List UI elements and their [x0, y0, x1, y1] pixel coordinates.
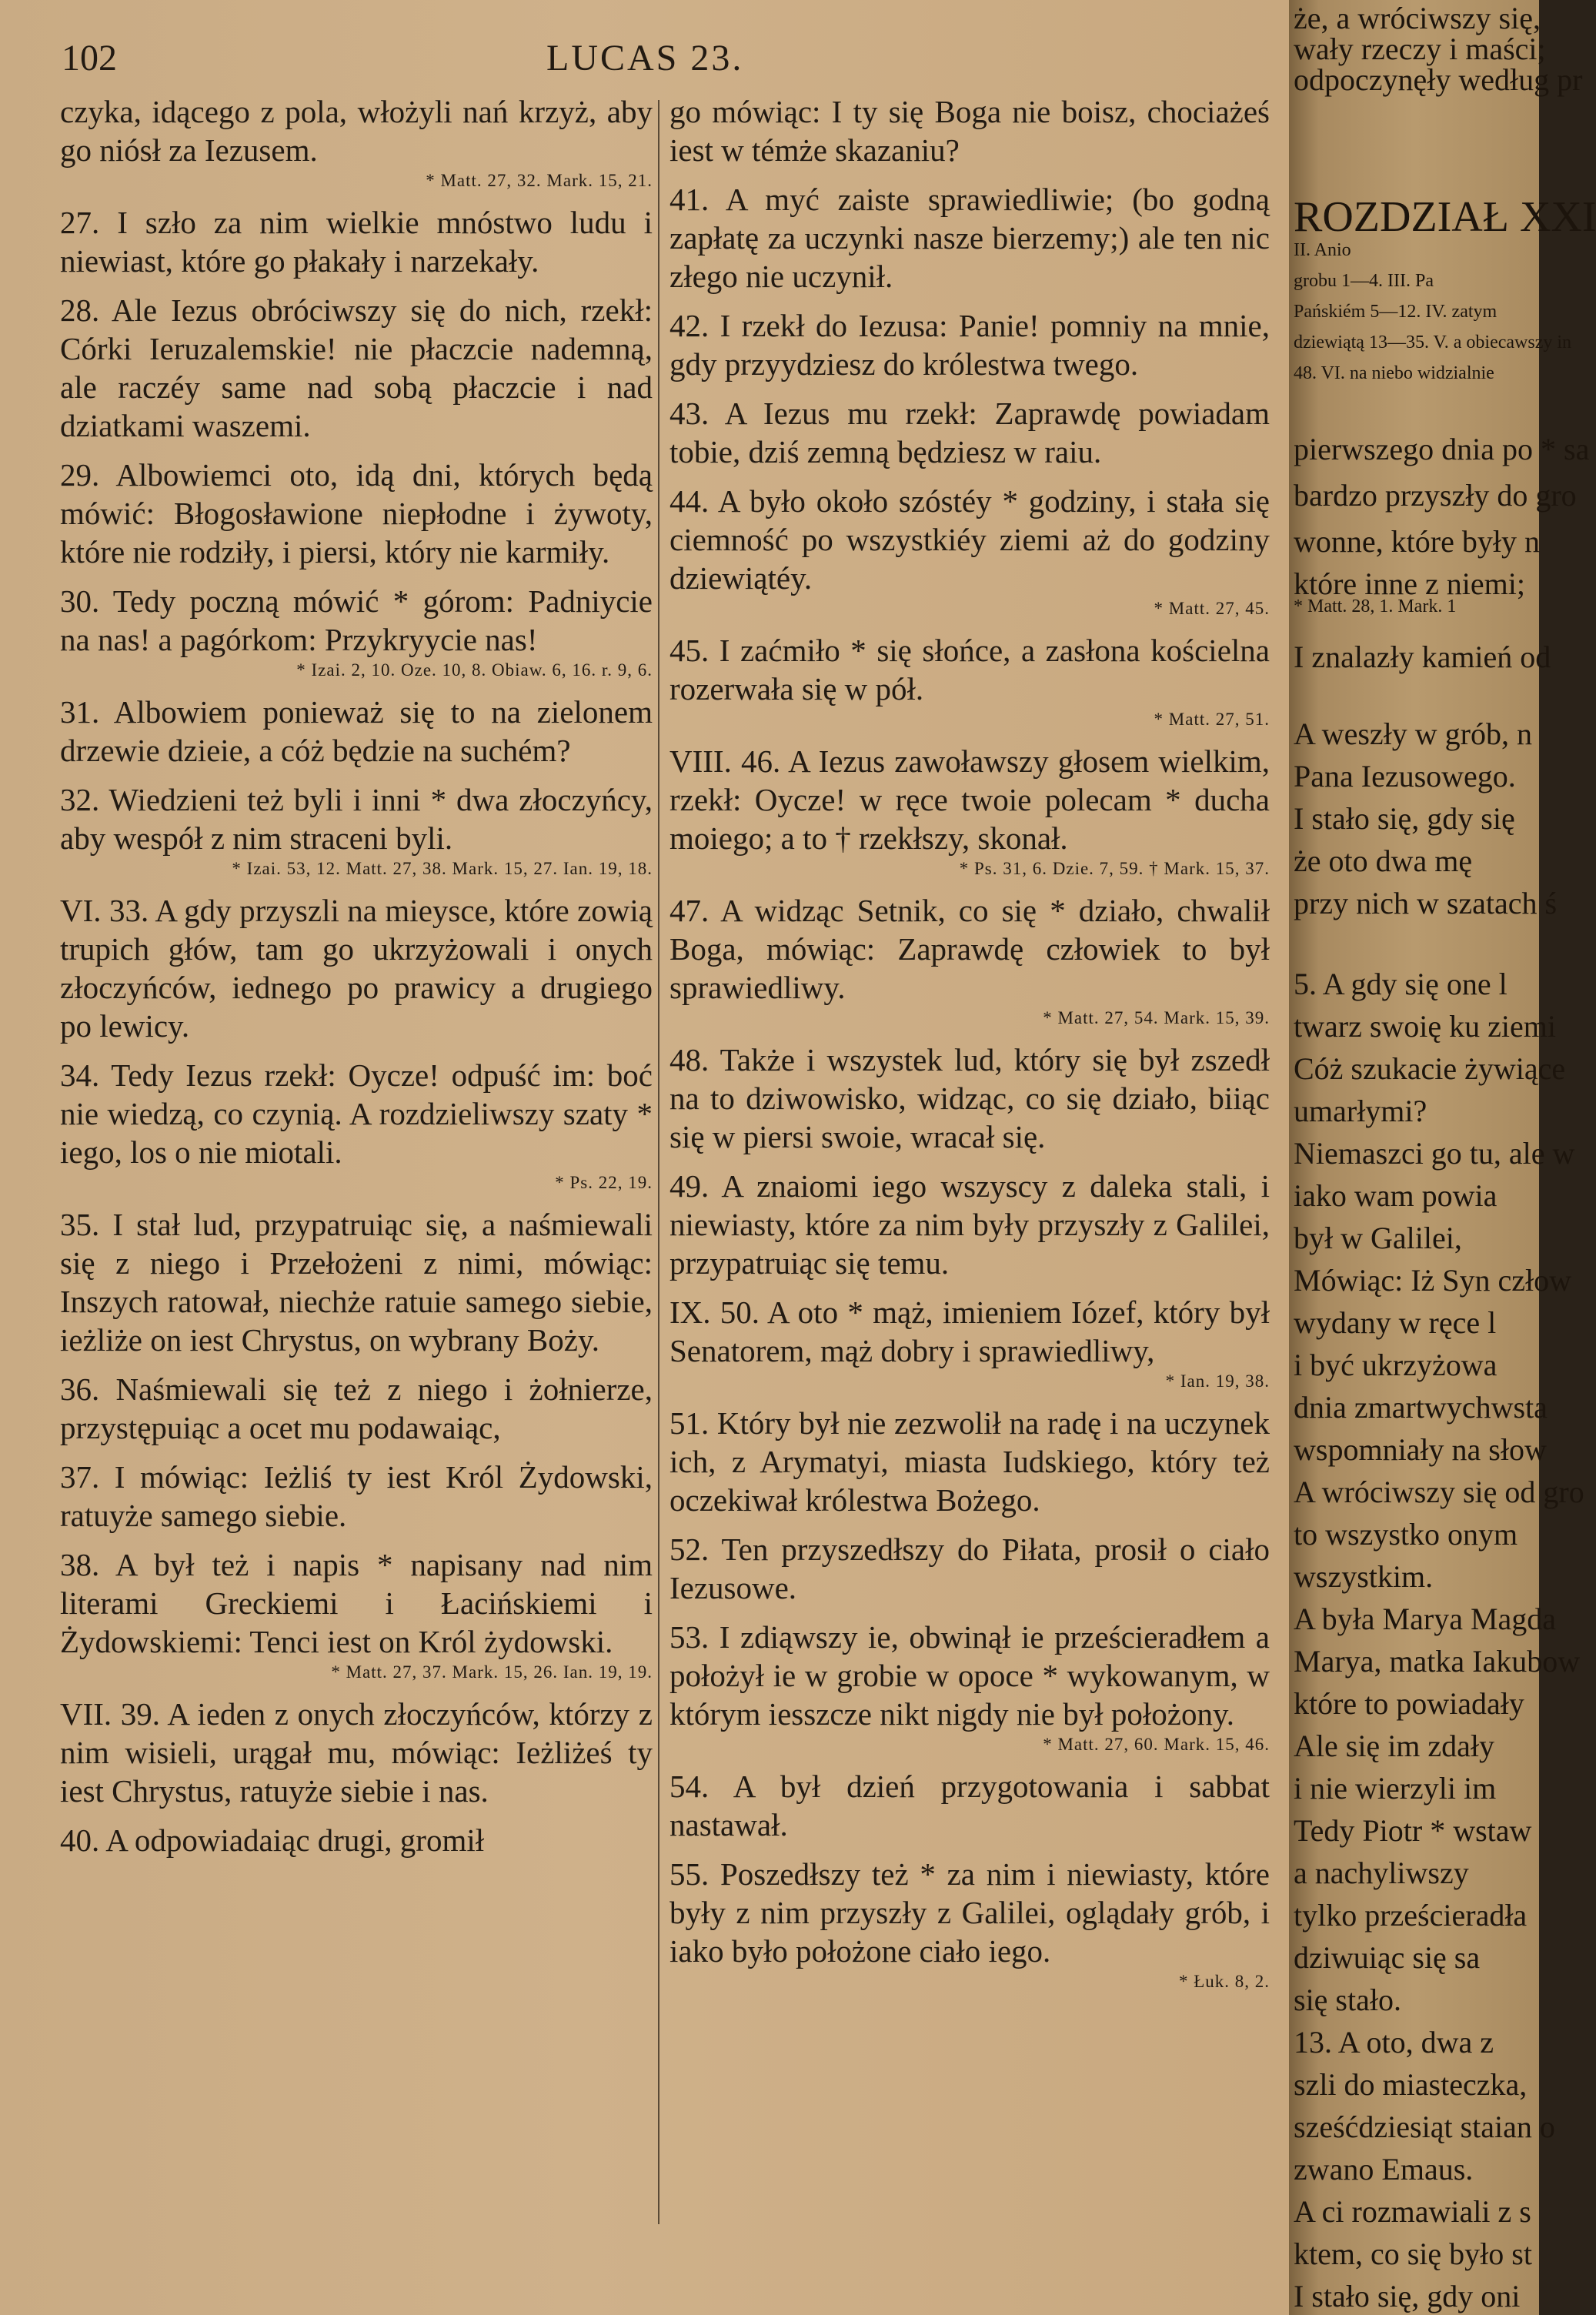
- cross-reference: * Matt. 27, 51.: [1154, 710, 1270, 729]
- next-page-line: że oto dwa mę: [1294, 843, 1473, 878]
- next-page-line: szli do miasteczka,: [1294, 2067, 1528, 2102]
- next-page-line: twarz swoię ku ziemi: [1294, 1009, 1556, 1044]
- next-page-line: A ci rozmawiali z s: [1294, 2194, 1531, 2229]
- next-page-line: dziwuiąc się sa: [1294, 1940, 1481, 1975]
- cross-reference: * Matt. 27, 32. Mark. 15, 21.: [426, 171, 653, 190]
- verse-paragraph: 43. A Iezus mu rzekł: Zaprawdę powiadam tobie, dziś zemną będziesz w raiu.: [669, 396, 1270, 469]
- next-page-line: a nachyliwszy: [1294, 1856, 1469, 1890]
- next-page-line: 48. VI. na niebo widzialnie: [1294, 363, 1494, 383]
- cross-reference: * Łuk. 8, 2.: [1178, 1972, 1270, 1991]
- next-page-line: sześćdziesiąt staian o: [1294, 2110, 1555, 2144]
- verse-paragraph: VIII. 46. A Iezus zawoławszy głosem wielkim, rzekł: Oycze! w ręce twoie polecam * ducha moiego; a to † rzekłszy, skonał.: [669, 743, 1270, 856]
- right-column: [669, 92, 1270, 2309]
- verse-paragraph: IX. 50. A oto * mąż, imieniem Iózef, który był Senatorem, mąż dobry i sprawiedliwy,: [669, 1294, 1270, 1368]
- verse-paragraph: 51. Który był nie zezwolił na radę i na uczynek ich, z Arymatyi, miasta Iudskiego, który też oczekiwał królestwa Bożego.: [669, 1405, 1270, 1518]
- next-page-line: A wróciwszy się od gro: [1294, 1475, 1584, 1509]
- running-title: LUCAS 23.: [546, 38, 744, 79]
- next-page-line: dnia zmartwychwsta: [1294, 1390, 1548, 1425]
- next-page-line: iako wam powia: [1294, 1178, 1498, 1213]
- verse-paragraph: 52. Ten przyszedłszy do Piłata, prosił o ciało Iezusowe.: [669, 1532, 1270, 1605]
- next-page-line: przy nich w szatach ś: [1294, 886, 1558, 920]
- next-page-line: które inne z niemi;: [1294, 566, 1526, 601]
- cross-reference: * Matt. 27, 37. Mark. 15, 26. Ian. 19, 19.: [331, 1662, 653, 1682]
- verse-paragraph: 45. I zaćmiło * się słońce, a zasłona kościelna rozerwała się w pół.: [669, 633, 1270, 707]
- verse-paragraph: 28. Ale Iezus obróciwszy się do nich, rzekł: Córki Ieruzalemskie! nie płaczcie nademną, ale raczéy same nad sobą płaczcie i nad dziatkami waszemi.: [60, 292, 653, 443]
- next-page-line: * Matt. 28, 1. Mark. 1: [1294, 596, 1457, 616]
- cross-reference: * Izai. 53, 12. Matt. 27, 38. Mark. 15, 27. Ian. 19, 18.: [232, 859, 653, 878]
- verse-paragraph: VI. 33. A gdy przyszli na mieysce, które zowią trupich głów, tam go ukrzyżowali i onych złoczyńców, iednego po prawicy a drugiego po lewicy.: [60, 893, 653, 1044]
- next-page-line: Tedy Piotr * wstaw: [1294, 1813, 1532, 1848]
- next-page-line: ktem, co się było st: [1294, 2236, 1532, 2271]
- next-page-line: wspomniały na słow: [1294, 1432, 1547, 1467]
- next-page-line: I stało się, gdy oni: [1294, 2279, 1521, 2313]
- cross-reference: * Izai. 2, 10. Oze. 10, 8. Obiaw. 6, 16. r. 9, 6.: [296, 660, 653, 680]
- next-page-line: odpoczynęły według pr: [1294, 62, 1583, 97]
- next-page-line: Marya, matka Iakubow: [1294, 1644, 1581, 1679]
- next-page-line: wały rzeczy i maści;: [1294, 32, 1546, 66]
- next-page-line: grobu 1—4. III. Pa: [1294, 271, 1434, 291]
- next-page-line: bardzo przyszły do gro: [1294, 478, 1577, 513]
- verse-paragraph: 31. Albowiem ponieważ się to na zielonem drzewie dzieie, a cóż będzie na suchém?: [60, 694, 653, 768]
- next-page-line: pierwszego dnia po * sa: [1294, 432, 1590, 466]
- next-page-line: Pana Iezusowego.: [1294, 759, 1516, 793]
- next-page-line: i być ukrzyżowa: [1294, 1348, 1498, 1382]
- verse-paragraph: go mówiąc: I ty się Boga nie boisz, chociażeś iest w témże skazaniu?: [669, 94, 1270, 168]
- verse-paragraph: 35. I stał lud, przypatruiąc się, a naśmiewali się z niego i Przełożeni z nimi, mówiąc: Inszych ratował, niechże ratuie samego siebie, ieżliże on iest Chrystus, on wybrany Boży.: [60, 1207, 653, 1358]
- page-header: [62, 37, 1262, 91]
- cross-reference: * Ian. 19, 38.: [1165, 1371, 1270, 1391]
- next-page-line: Niemaszci go tu, ale w: [1294, 1136, 1575, 1171]
- left-column: [60, 92, 653, 2309]
- verse-paragraph: 55. Poszedłszy też * za nim i niewiasty, które były z nim przyszły z Galilei, oglądały grób, i iako było położone ciało iego.: [669, 1856, 1270, 1969]
- next-page-line: A była Marya Magda: [1294, 1602, 1557, 1636]
- verse-paragraph: 27. I szło za nim wielkie mnóstwo ludu i niewiast, które go płakały i narzekały.: [60, 205, 653, 279]
- column-divider: [658, 100, 659, 2224]
- next-page-line: był w Galilei,: [1294, 1221, 1462, 1255]
- cross-reference: * Matt. 27, 54. Mark. 15, 39.: [1043, 1008, 1270, 1027]
- cross-reference: * Matt. 27, 45.: [1154, 599, 1270, 618]
- next-page-line: tylko prześcieradła: [1294, 1898, 1528, 1933]
- verse-paragraph: 48. Także i wszystek lud, który się był zszedł na to dziwowisko, widząc, co się działo, biiąc się w piersi swoie, wracał się.: [669, 1042, 1270, 1154]
- next-page-line: wszystkim.: [1294, 1559, 1434, 1594]
- next-page-line: ROZDZIAŁ XXI: [1294, 193, 1596, 241]
- verse-paragraph: 40. A odpowiadaiąc drugi, gromił: [60, 1822, 485, 1858]
- verse-paragraph: 44. A było około szóstéy * godziny, i stała się ciemność po wszystkiéy ziemi aż do godziny dziewiątéy.: [669, 483, 1270, 596]
- verse-paragraph: 29. Albowiemci oto, idą dni, których będą mówić: Błogosławione niepłodne i żywoty, które nie rodziły, i piersi, który nie karmiły.: [60, 457, 653, 570]
- verse-paragraph: 47. A widząc Setnik, co się * działo, chwalił Boga, mówiąc: Zaprawdę człowiek to był sprawiedliwy.: [669, 893, 1270, 1005]
- verse-paragraph: 53. I zdiąwszy ie, obwinął ie prześcieradłem a położył ie w grobie w opoce * wykowanym, w którym iesszcze nikt nigdy nie był położony.: [669, 1619, 1270, 1732]
- cross-reference: * Ps. 31, 6. Dzie. 7, 59. † Mark. 15, 37.: [959, 859, 1270, 878]
- verse-paragraph: 42. I rzekł do Iezusa: Panie! pomniy na mnie, gdy przyydziesz do królestwa twego.: [669, 308, 1270, 382]
- verse-paragraph: 34. Tedy Iezus rzekł: Oycze! odpuść im: boć nie wiedzą, co czynią. A rozdzieliwszy szaty * iego, los o nie miotali.: [60, 1057, 653, 1170]
- next-page-line: wonne, które były n: [1294, 524, 1540, 559]
- next-page-edge: [1289, 0, 1596, 2315]
- cross-reference: * Ps. 22, 19.: [555, 1173, 653, 1192]
- verse-paragraph: VII. 39. A ieden z onych złoczyńców, którzy z nim wisieli, urągał mu, mówiąc: Ieżliżeś ty iest Chrystus, ratuyże siebie i nas.: [60, 1696, 653, 1809]
- verse-paragraph: 36. Naśmiewali się też z niego i żołnierze, przystępuiąc a ocet mu podawaiąc,: [60, 1371, 653, 1445]
- next-page-line: dziewiątą 13—35. V. a obiecawszy in: [1294, 332, 1572, 352]
- next-page-line: I stało się, gdy się: [1294, 801, 1515, 836]
- next-page-line: Mówiąc: Iż Syn człow: [1294, 1263, 1572, 1298]
- next-page-line: 13. A oto, dwa z: [1294, 2025, 1494, 2059]
- verse-paragraph: czyka, idącego z pola, włożyli nań krzyż, aby go niósł za Iezusem.: [60, 94, 653, 168]
- next-page-line: Cóż szukacie żywiące: [1294, 1051, 1566, 1086]
- verse-paragraph: 38. A był też i napis * napisany nad nim literami Greckiemi i Łacińskiemi i Żydowskiemi: Tenci iest on Król żydowski.: [60, 1547, 653, 1659]
- next-page-line: A weszły w grób, n: [1294, 717, 1532, 751]
- next-page-line: się stało.: [1294, 1983, 1401, 2017]
- next-page-line: Ale się im zdały: [1294, 1729, 1495, 1763]
- next-page-line: wydany w ręce l: [1294, 1305, 1497, 1340]
- verse-paragraph: 32. Wiedzieni też byli i inni * dwa złoczyńcy, aby wespół z nim straceni byli.: [60, 782, 653, 856]
- verse-paragraph: 49. A znaiomi iego wszyscy z daleka stali, i niewiasty, które za nim były przyszły z Galilei, przypatruiąc się temu.: [669, 1168, 1270, 1281]
- next-page-line: umarłymi?: [1294, 1094, 1427, 1128]
- verse-paragraph: 41. A myć zaiste sprawiedliwie; (bo godną zapłatę za uczynki nasze bierzemy;) ale ten nic złego nie uczynił.: [669, 182, 1270, 294]
- verse-paragraph: 54. A był dzień przygotowania i sabbat nastawał.: [669, 1769, 1270, 1842]
- next-page-line: Pańskiém 5—12. IV. zatym: [1294, 302, 1498, 322]
- next-page-line: I znalazły kamień od: [1294, 640, 1551, 674]
- next-page-line: II. Anio: [1294, 240, 1351, 260]
- page-number: 102: [62, 38, 117, 79]
- next-page-line: które to powiadały: [1294, 1686, 1524, 1721]
- next-page-line: to wszystko onym: [1294, 1517, 1518, 1552]
- next-page-line: i nie wierzyli im: [1294, 1771, 1497, 1806]
- next-page-line: zwano Emaus.: [1294, 2152, 1474, 2186]
- verse-paragraph: 30. Tedy poczną mówić * górom: Padniycie na nas! a pagórkom: Przykryycie nas!: [60, 583, 653, 657]
- next-page-line: że, a wróciwszy się,: [1294, 1, 1541, 35]
- next-page-line: 5. A gdy się one l: [1294, 967, 1508, 1001]
- verse-paragraph: 37. I mówiąc: Ieżliś ty iest Król Żydowski, ratuyże samego siebie.: [60, 1459, 653, 1533]
- cross-reference: * Matt. 27, 60. Mark. 15, 46.: [1043, 1735, 1270, 1754]
